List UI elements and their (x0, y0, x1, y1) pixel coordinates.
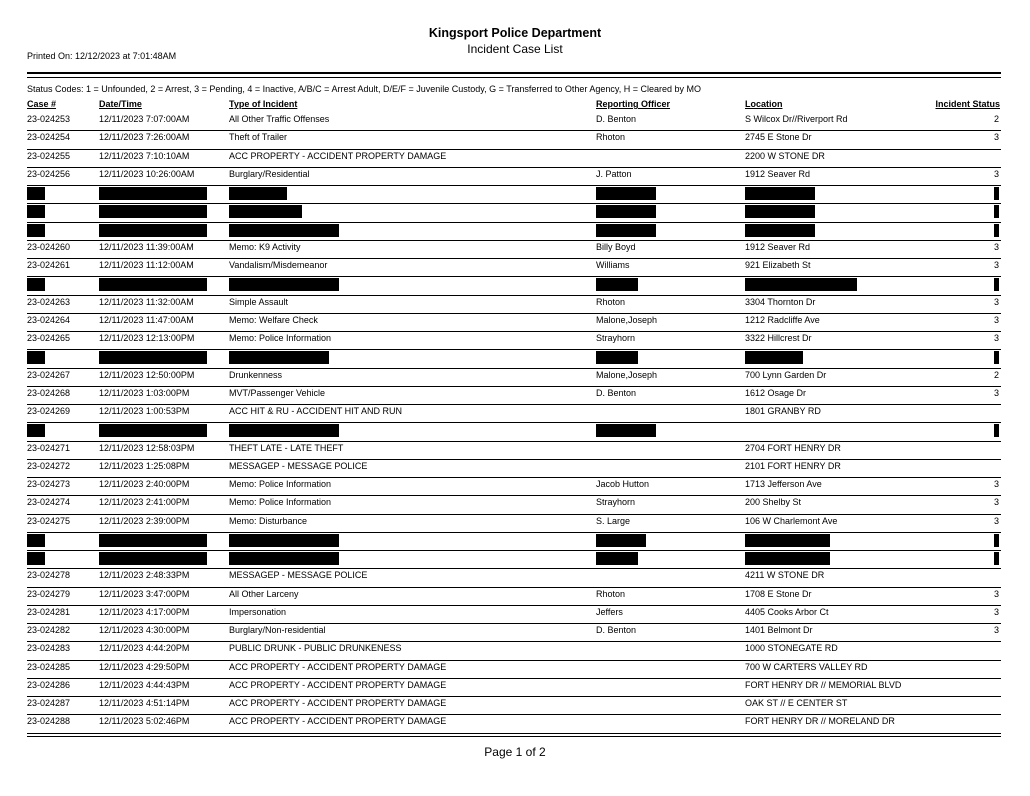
cell-type: Memo: Police Information (229, 497, 332, 508)
redacted-row (27, 423, 1001, 441)
table-row (27, 241, 1001, 259)
redaction-block (27, 534, 45, 547)
redaction-block (229, 534, 339, 547)
table-row (27, 661, 1001, 679)
cell-date: 12/11/2023 1:03:00PM (99, 387, 190, 398)
redaction-block (229, 224, 339, 237)
cell-date: 12/11/2023 12:50:00PM (99, 369, 195, 380)
cell-location: 1708 E Stone Dr (745, 588, 812, 599)
redacted-row (27, 204, 1001, 222)
cell-case: 23-024267 (27, 369, 71, 380)
cell-status: 3 (993, 296, 999, 307)
table-row (27, 588, 1001, 606)
cell-location: 3304 Thornton Dr (745, 296, 816, 307)
cell-case: 23-024261 (27, 260, 71, 270)
cell-location: S Wilcox Dr//Riverport Rd (745, 114, 848, 124)
cell-type: Memo: Disturbance (229, 515, 308, 526)
redaction-block (27, 224, 45, 237)
table-row (27, 314, 1001, 332)
redaction-block (994, 534, 999, 547)
cell-date: 12/11/2023 11:47:00AM (99, 314, 194, 325)
cell-type: MVT/Passenger Vehicle (229, 387, 326, 398)
cell-location: 1912 Seaver Rd (745, 168, 811, 179)
cell-case: 23-024283 (27, 643, 71, 654)
cell-officer: Strayhorn (596, 333, 636, 343)
cell-case: 23-024256 (27, 168, 71, 179)
redaction-block (596, 187, 656, 200)
cell-case: 23-024287 (27, 698, 71, 708)
cell-location: 1912 Seaver Rd (745, 241, 811, 252)
status-codes-legend: Status Codes: 1 = Unfounded, 2 = Arrest, 3 = Pending, 4 = Inactive, A/B/C = Arrest Adult, D/E/F = Juvenile Custody, G = Transferred to Other Agency, H = Cleared by MO (27, 84, 702, 94)
cell-location: 700 Lynn Garden Dr (745, 369, 827, 380)
cell-location: 1212 Radcliffe Ave (745, 314, 820, 325)
redaction-block (596, 424, 656, 437)
cell-status: 3 (993, 314, 999, 325)
redaction-block (99, 278, 207, 291)
table-row (27, 369, 1001, 387)
cell-location: 106 W Charlemont Ave (745, 515, 838, 526)
cell-type: Memo: K9 Activity (229, 241, 301, 252)
table-row (27, 642, 1001, 660)
redaction-block (99, 351, 207, 364)
redaction-block (745, 552, 830, 565)
redaction-block (596, 278, 638, 291)
table-row (27, 460, 1001, 478)
cell-type: ACC PROPERTY - ACCIDENT PROPERTY DAMAGE (229, 698, 447, 708)
cell-location: 1713 Jefferson Ave (745, 479, 822, 489)
cell-date: 12/11/2023 12:58:03PM (99, 442, 195, 453)
cell-status: 3 (993, 625, 999, 635)
redaction-block (229, 351, 329, 364)
redaction-block (99, 205, 207, 218)
cell-case: 23-024288 (27, 716, 71, 727)
cell-case: 23-024268 (27, 387, 71, 398)
cell-type: Memo: Police Information (229, 333, 332, 343)
cell-type: Burglary/Residential (229, 168, 310, 179)
cell-status: 2 (993, 369, 999, 380)
cell-date: 12/11/2023 4:51:14PM (99, 698, 190, 708)
cell-status: 3 (993, 241, 999, 252)
cell-status: 3 (993, 260, 999, 270)
cell-type: THEFT LATE - LATE THEFT (229, 442, 344, 453)
cell-status: 3 (993, 479, 999, 489)
table-row (27, 259, 1001, 277)
redacted-row (27, 186, 1001, 204)
cell-location: 921 Elizabeth St (745, 260, 811, 270)
redaction-block (596, 351, 638, 364)
redaction-block (745, 351, 803, 364)
cell-date: 12/11/2023 4:44:20PM (99, 643, 190, 654)
cell-case: 23-024275 (27, 515, 71, 526)
redaction-block (27, 278, 45, 291)
cell-officer: J. Patton (596, 168, 632, 179)
redaction-block (994, 351, 999, 364)
cell-type: Theft of Trailer (229, 132, 288, 143)
table-row (27, 569, 1001, 587)
redaction-block (745, 187, 815, 200)
cell-case: 23-024260 (27, 241, 71, 252)
table-row (27, 332, 1001, 350)
redaction-block (99, 552, 207, 565)
cell-case: 23-024278 (27, 570, 71, 581)
cell-officer: Williams (596, 260, 630, 270)
cell-date: 12/11/2023 3:47:00PM (99, 588, 190, 599)
redaction-block (229, 424, 339, 437)
redaction-block (229, 552, 339, 565)
redaction-block (994, 552, 999, 565)
cell-date: 12/11/2023 1:00:53PM (99, 406, 190, 416)
cell-date: 12/11/2023 11:12:00AM (99, 260, 194, 270)
table-row (27, 679, 1001, 697)
redaction-block (99, 424, 207, 437)
cell-type: Burglary/Non-residential (229, 625, 326, 635)
cell-officer: Malone,Joseph (596, 369, 658, 380)
cell-location: 200 Shelby St (745, 497, 802, 508)
header-divider (27, 77, 1001, 78)
redaction-block (596, 205, 656, 218)
cell-status: 3 (993, 606, 999, 617)
redaction-block (27, 552, 45, 565)
cell-date: 12/11/2023 2:40:00PM (99, 479, 190, 489)
cell-location: 2745 E Stone Dr (745, 132, 812, 143)
cell-type: MESSAGEP - MESSAGE POLICE (229, 570, 368, 581)
cell-officer: Rhoton (596, 588, 626, 599)
cell-case: 23-024272 (27, 460, 71, 471)
cell-case: 23-024281 (27, 606, 71, 617)
cell-type: Impersonation (229, 606, 287, 617)
redaction-block (745, 205, 815, 218)
cell-date: 12/11/2023 11:32:00AM (99, 296, 194, 307)
table-row (27, 131, 1001, 149)
cell-date: 12/11/2023 11:39:00AM (99, 241, 194, 252)
cell-type: ACC PROPERTY - ACCIDENT PROPERTY DAMAGE (229, 716, 447, 727)
table-row (27, 387, 1001, 405)
page-number: Page 1 of 2 (484, 745, 546, 759)
cell-case: 23-024274 (27, 497, 71, 508)
redaction-block (745, 224, 815, 237)
redaction-block (994, 205, 999, 218)
table-row (27, 150, 1001, 168)
cell-location: 3322 Hillcrest Dr (745, 333, 812, 343)
cell-status: 3 (993, 333, 999, 343)
redaction-block (596, 224, 656, 237)
cell-date: 12/11/2023 2:48:33PM (99, 570, 190, 581)
cell-status: 3 (993, 515, 999, 526)
table-row (27, 697, 1001, 715)
cell-officer: D. Benton (596, 114, 637, 124)
table-row (27, 515, 1001, 533)
cell-date: 12/11/2023 4:29:50PM (99, 661, 190, 672)
cell-status: 3 (993, 132, 999, 143)
redaction-block (99, 224, 207, 237)
cell-date: 12/11/2023 10:26:00AM (99, 168, 195, 179)
cell-case: 23-024254 (27, 132, 71, 143)
cell-location: FORT HENRY DR // MEMORIAL BLVD (745, 679, 902, 690)
cell-case: 23-024255 (27, 150, 71, 161)
redaction-block (27, 205, 45, 218)
redaction-block (745, 278, 857, 291)
cell-location: 4211 W STONE DR (745, 570, 825, 581)
redacted-row (27, 533, 1001, 551)
column-header-date: Date/Time (99, 99, 142, 109)
column-header-status: Incident Status (935, 99, 1000, 109)
table-row (27, 442, 1001, 460)
cell-case: 23-024285 (27, 661, 71, 672)
table-row (27, 496, 1001, 514)
cell-type: Vandalism/Misdemeanor (229, 260, 328, 270)
organization-title: Kingsport Police Department (428, 26, 602, 40)
redaction-block (99, 534, 207, 547)
cell-date: 12/11/2023 7:07:00AM (99, 114, 190, 124)
cell-officer: Jacob Hutton (596, 479, 650, 489)
cell-officer: Rhoton (596, 296, 626, 307)
cell-type: ACC PROPERTY - ACCIDENT PROPERTY DAMAGE (229, 661, 447, 672)
table-row (27, 715, 1001, 733)
cell-location: 1401 Belmont Dr (745, 625, 813, 635)
cell-case: 23-024271 (27, 442, 71, 453)
report-title: Incident Case List (467, 42, 563, 56)
redaction-block (27, 351, 45, 364)
cell-status: 3 (993, 588, 999, 599)
cell-location: 2704 FORT HENRY DR (745, 442, 841, 453)
table-bottom-rule (27, 736, 1001, 737)
cell-date: 12/11/2023 1:25:08PM (99, 460, 190, 471)
cell-location: 1801 GRANBY RD (745, 406, 821, 416)
redaction-block (229, 278, 339, 291)
cell-officer: Rhoton (596, 132, 626, 143)
cell-type: PUBLIC DRUNK - PUBLIC DRUNKENESS (229, 643, 402, 654)
column-header-location: Location (745, 99, 783, 109)
header-divider (27, 72, 1001, 74)
column-header-type: Type of Incident (229, 99, 298, 109)
cell-case: 23-024264 (27, 314, 71, 325)
cell-date: 12/11/2023 4:44:43PM (99, 679, 190, 690)
redacted-row (27, 223, 1001, 241)
cell-type: All Other Larceny (229, 588, 299, 599)
cell-date: 12/11/2023 4:30:00PM (99, 625, 190, 635)
redaction-block (994, 224, 999, 237)
cell-date: 12/11/2023 2:41:00PM (99, 497, 190, 508)
cell-type: ACC HIT & RU - ACCIDENT HIT AND RUN (229, 406, 403, 416)
table-row (27, 168, 1001, 186)
redaction-block (745, 534, 830, 547)
column-header-officer: Reporting Officer (596, 99, 671, 109)
cell-case: 23-024273 (27, 479, 71, 489)
cell-location: FORT HENRY DR // MORELAND DR (745, 716, 895, 727)
cell-status: 3 (993, 168, 999, 179)
cell-type: Memo: Police Information (229, 479, 332, 489)
cell-location: 2200 W STONE DR (745, 150, 825, 161)
redaction-block (229, 205, 302, 218)
cell-officer: D. Benton (596, 387, 637, 398)
redaction-block (994, 278, 999, 291)
redaction-block (229, 187, 287, 200)
cell-type: ACC PROPERTY - ACCIDENT PROPERTY DAMAGE (229, 150, 447, 161)
table-row (27, 113, 1001, 131)
cell-location: 2101 FORT HENRY DR (745, 460, 841, 471)
cell-case: 23-024263 (27, 296, 71, 307)
cell-status: 3 (993, 387, 999, 398)
redaction-block (994, 424, 999, 437)
cell-type: Simple Assault (229, 296, 289, 307)
cell-date: 12/11/2023 12:13:00PM (99, 333, 195, 343)
cell-type: Memo: Welfare Check (229, 314, 318, 325)
cell-case: 23-024282 (27, 625, 71, 635)
table-row (27, 405, 1001, 423)
redaction-block (27, 187, 45, 200)
redaction-block (27, 424, 45, 437)
cell-type: All Other Traffic Offenses (229, 114, 330, 124)
cell-officer: Malone,Joseph (596, 314, 658, 325)
cell-status: 2 (993, 114, 999, 124)
cell-type: Drunkenness (229, 369, 283, 380)
cell-officer: Jeffers (596, 606, 623, 617)
cell-type: ACC PROPERTY - ACCIDENT PROPERTY DAMAGE (229, 679, 447, 690)
cell-officer: Billy Boyd (596, 241, 636, 252)
cell-status: 3 (993, 497, 999, 508)
cell-case: 23-024253 (27, 114, 71, 124)
cell-officer: S. Large (596, 515, 631, 526)
cell-case: 23-024286 (27, 679, 71, 690)
table-row (27, 624, 1001, 642)
printed-on-timestamp: Printed On: 12/12/2023 at 7:01:48AM (27, 51, 177, 61)
redaction-block (596, 552, 638, 565)
cell-officer: Strayhorn (596, 497, 636, 508)
redacted-row (27, 350, 1001, 368)
cell-officer: D. Benton (596, 625, 637, 635)
redaction-block (99, 187, 207, 200)
cell-location: 1000 STONEGATE RD (745, 643, 838, 654)
cell-date: 12/11/2023 4:17:00PM (99, 606, 190, 617)
table-row (27, 606, 1001, 624)
cell-case: 23-024265 (27, 333, 71, 343)
cell-location: 700 W CARTERS VALLEY RD (745, 661, 868, 672)
redaction-block (994, 187, 999, 200)
redaction-block (596, 534, 646, 547)
table-row (27, 296, 1001, 314)
cell-location: 1612 Osage Dr (745, 387, 807, 398)
cell-type: MESSAGEP - MESSAGE POLICE (229, 460, 368, 471)
cell-case: 23-024279 (27, 588, 71, 599)
cell-location: 4405 Cooks Arbor Ct (745, 606, 829, 617)
redacted-row (27, 277, 1001, 295)
cell-date: 12/11/2023 5:02:46PM (99, 716, 190, 727)
cell-case: 23-024269 (27, 406, 71, 416)
cell-date: 12/11/2023 7:26:00AM (99, 132, 190, 143)
cell-date: 12/11/2023 7:10:10AM (99, 150, 190, 161)
cell-date: 12/11/2023 2:39:00PM (99, 515, 190, 526)
table-row (27, 478, 1001, 496)
redacted-row (27, 551, 1001, 569)
incident-table (27, 113, 1001, 734)
column-header-case: Case # (27, 99, 57, 109)
cell-location: OAK ST // E CENTER ST (745, 698, 848, 708)
